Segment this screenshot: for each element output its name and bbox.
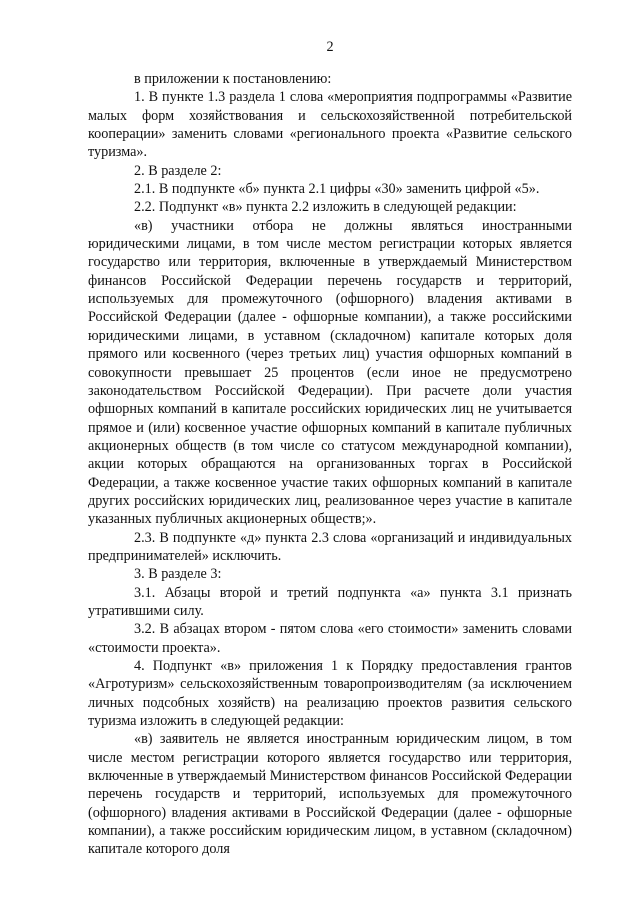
paragraph-2-3: 2.3. В подпункте «д» пункта 2.3 слова «организаций и индивидуальных предпринимателей» исключить. [88, 529, 572, 564]
paragraph-intro: в приложении к постановлению: [134, 71, 332, 87]
paragraph-2-2: 2.2. Подпункт «в» пункта 2.2 изложить в следующей редакции: [134, 199, 517, 216]
paragraph-2-2-text: «в) участники отбора не должны являться иностранными юридическими лицами, в том числе местом регистрации которых является государство или территория, включенные в утверждаемый Министерством финансов Российской Федерации перечень государств и территорий, используемых для промежуточного (офшорного) владения активами в Российской Федерации (далее - офшорные компании), а также российскими юридическими лицами, в уставном (складочном) капитале которых доля прямого или косвенного (через третьих лиц) участия офшорных компаний в совокупности превышает 25 процентов (если иное не предусмотрено законодательством Российской Федерации). При расчете доли участия офшорных компаний в капитале российских юридических лиц не учитывается прямое и (или) косвенное участие офшорных компаний в капитале публичных акционерных обществ (в том числе со статусом международной компании), акции которых обращаются на организованных торгах в Российской Федерации, а также косвенное участие таких офшорных компаний в капитале других российских юридических лиц, реализованное через участие в капитале указанных публичных акционерных обществ;». [88, 217, 572, 528]
page-number: 2 [326, 39, 334, 55]
paragraph-3-1: 3.1. Абзацы второй и третий подпункта «а» пункта 3.1 признать утратившими силу. [88, 584, 572, 619]
document-page [88, 38, 572, 859]
paragraph-1: 1. В пункте 1.3 раздела 1 слова «мероприятия подпрограммы «Развитие малых форм хозяйствования и сельскохозяйственной потребительской кооперации» заменить словами «регионального проекта «Развитие сельского туризма». [88, 89, 572, 161]
paragraph-3: 3. В разделе 3: [134, 566, 222, 583]
paragraph-2: 2. В разделе 2: [134, 162, 222, 179]
paragraph-2-1: 2.1. В подпункте «б» пункта 2.1 цифры «30» заменить цифрой «5». [134, 181, 540, 198]
paragraph-3-2: 3.2. В абзацах втором - пятом слова «его стоимости» заменить словами «стоимости проекта». [88, 621, 572, 656]
paragraph-4: 4. Подпункт «в» приложения 1 к Порядку предоставления грантов «Агротуризм» сельскохозяйственным товаропроизводителям (за исключением личных подсобных хозяйств) на реализацию проектов развития сельского туризма изложить в следующей редакции: [88, 658, 572, 730]
paragraph-4-text: «в) заявитель не является иностранным юридическим лицом, в том числе местом регистрации которого является государство или территория, включенные в утверждаемый Министерством финансов Российской Федерации перечень государств и территорий, используемых для промежуточного (офшорного) владения активами в Российской Федерации (далее - офшорные компании), а также российским юридическим лицом, в уставном (складочном) капитале которого доля [88, 731, 572, 858]
